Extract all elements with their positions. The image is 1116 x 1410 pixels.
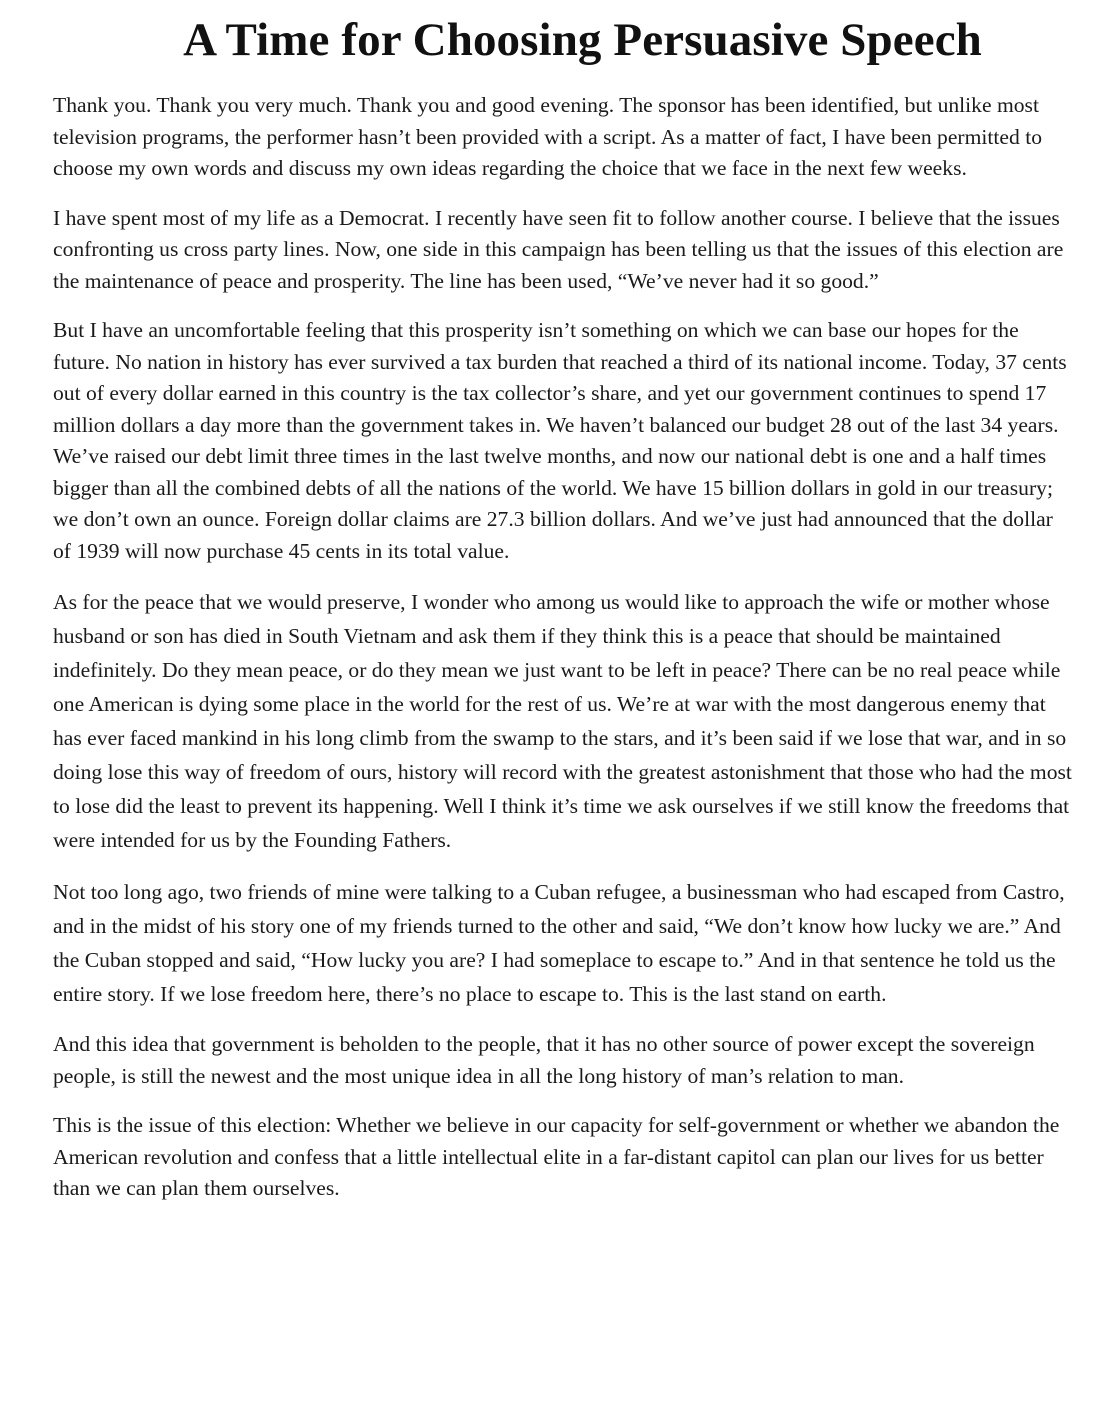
paragraph-6: And this idea that government is beholden to the people, that it has no other source of power except the sovereign people, is still the newest and the most unique idea in all the long history of man’s relation to man. [53,1032,1035,1088]
paragraph-1: Thank you. Thank you very much. Thank you and good evening. The sponsor has been identified, but unlike most television programs, the performer hasn’t been provided with a script. As a matter of fact, I have been permitted to choose my own words and discuss my own ideas regarding the choice that we face in the next few weeks. [53,93,1042,180]
paragraph-2: I have spent most of my life as a Democrat. I recently have seen fit to follow another course. I believe that the issues confronting us cross party lines. Now, one side in this campaign has been telling us that the issues of this election are the maintenance of peace and prosperity. The line has been used, “We’ve never had it so good.” [53,205,1064,293]
page-title: A Time for Choosing Persuasive Speech [183,14,982,66]
paragraph-3: But I have an uncomfortable feeling that this prosperity isn’t something on which we can base our hopes for the future. No nation in history has ever survived a tax burden that reached a third of its national income. Today, 37 cents out of every dollar earned in this country is the tax collector’s share, and yet our government continues to spend 17 million dollars a day more than the government takes in. We haven’t balanced our budget 28 out of the last 34 years. We’ve raised our debt limit three times in the last twelve months, and now our national debt is one and a half times bigger than all the combined debts of all the nations of the world. We have 15 billion dollars in gold in our treasury; we don’t own an ounce. Foreign dollar claims are 27.3 billion dollars. And we’ve just had announced that the dollar of 1939 will now purchase 45 cents in its total value. [53,318,1067,563]
paragraph-7: This is the issue of this election: Whether we believe in our capacity for self-government or whether we abandon the American revolution and confess that a little intellectual elite in a far-distant capitol can plan our lives for us better than we can plan them ourselves. [53,1113,1060,1200]
paragraph-5: Not too long ago, two friends of mine were talking to a Cuban refugee, a businessman who had escaped from Castro, and in the midst of his story one of my friends turned to the other and said, “We don’t know how lucky we are.” And the Cuban stopped and said, “How lucky you are? I had someplace to escape to.” And in that sentence he told us the entire story. If we lose freedom here, there’s no place to escape to. This is the last stand on earth. [53,880,1065,1006]
paragraph-4: As for the peace that we would preserve, I wonder who among us would like to approach the wife or mother whose husband or son has died in South Vietnam and ask them if they think this is a peace that should be maintained indefinitely. Do they mean peace, or do they mean we just want to be left in peace? There can be no real peace while one American is dying some place in the world for the rest of us. We’re at war with the most dangerous enemy that has ever faced mankind in his long climb from the swamp to the stars, and it’s been said if we lose that war, and in so doing lose this way of freedom of ours, history will record with the greatest astonishment that those who had the most to lose did the least to prevent its happening. Well I think it’s time we ask ourselves if we still know the freedoms that were intended for us by the Founding Fathers. [53,590,1072,852]
